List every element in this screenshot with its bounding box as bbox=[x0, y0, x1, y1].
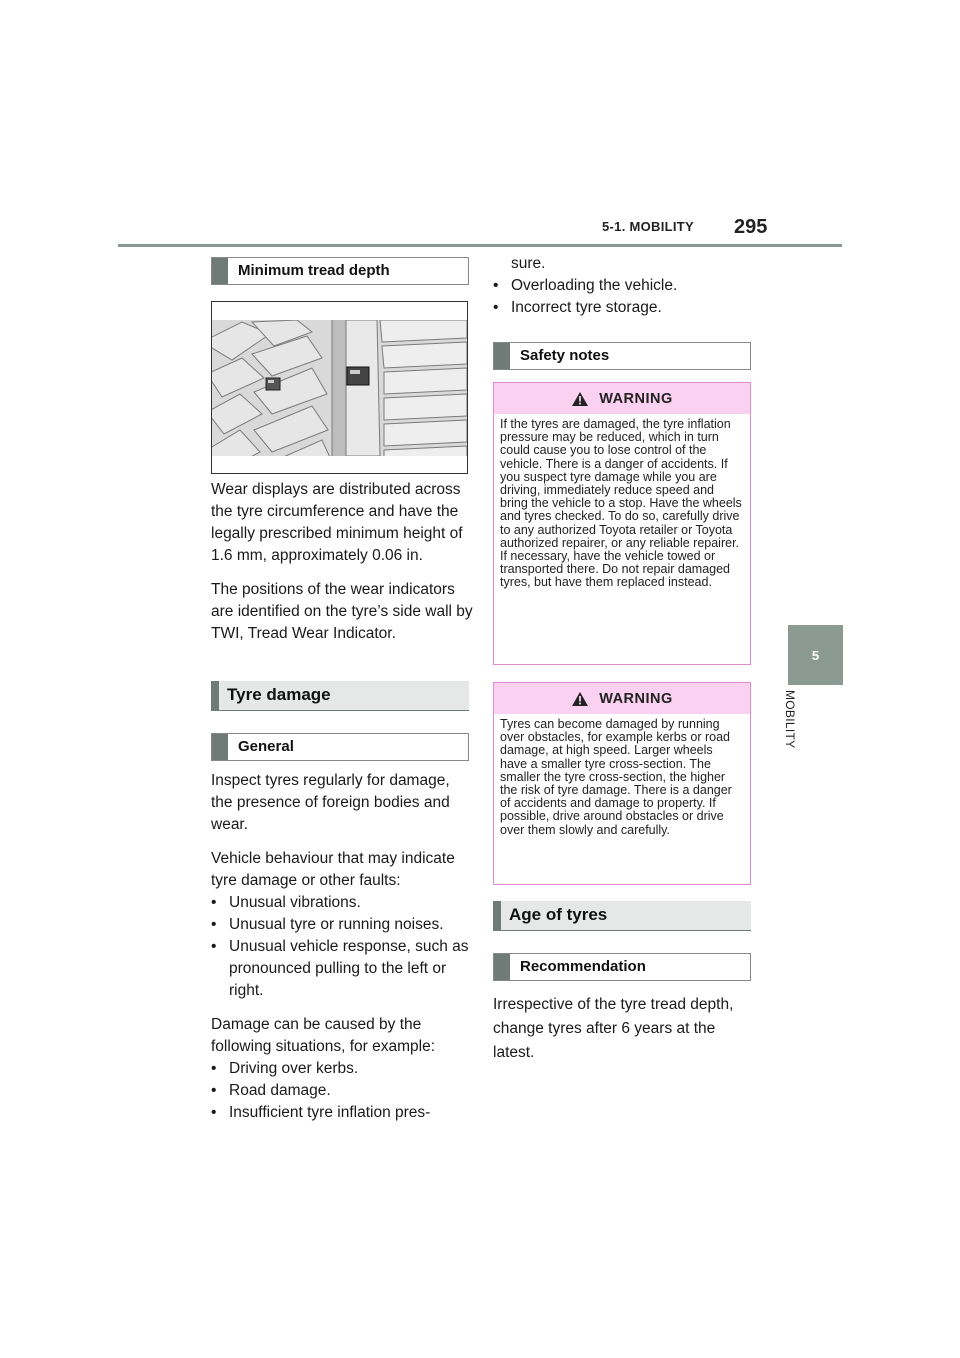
continued-text: sure. bbox=[511, 255, 546, 272]
header-divider bbox=[118, 244, 842, 247]
chapter-label: MOBILITY bbox=[783, 690, 797, 749]
tyre-tread-illustration bbox=[212, 302, 467, 473]
paragraph-inspect: Inspect tyres regularly for damage, the presence of foreign bodies and wear. bbox=[211, 772, 450, 833]
warning-header bbox=[494, 383, 750, 414]
heading-tyre-damage: Tyre damage bbox=[211, 681, 469, 711]
page-number: 295 bbox=[734, 216, 768, 238]
chapter-number: 5 bbox=[811, 647, 820, 663]
warning-box-1 bbox=[493, 382, 751, 665]
right-column-text bbox=[493, 993, 755, 1077]
paragraph-behaviour: Vehicle behaviour that may indicate tyre damage or other faults: bbox=[211, 850, 455, 889]
list-item: • Unusual vibrations. bbox=[211, 894, 361, 911]
warning-triangle-icon bbox=[571, 391, 589, 407]
list-item: • Insufficient tyre inflation pres- bbox=[211, 1104, 431, 1121]
left-column-text bbox=[211, 479, 473, 657]
list-item: • Unusual tyre or running noises. bbox=[211, 916, 444, 933]
list-item: • Incorrect tyre storage. bbox=[493, 299, 662, 316]
bullet-list-continued bbox=[493, 275, 755, 319]
warning-title: WARNING bbox=[599, 390, 673, 407]
paragraph-wear-positions: The positions of the wear indicators are identified on the tyre’s side wall by TWI, Tread Wear Indicator. bbox=[211, 581, 473, 642]
list-item: • Driving over kerbs. bbox=[211, 1060, 359, 1077]
paragraph-recommendation: Irrespective of the tyre tread depth, change tyres after 6 years at the latest. bbox=[493, 996, 734, 1061]
warning-text: Tyres can become damaged by running over obstacles, for example kerbs or road damage, at high speed. Larger wheels have a smaller tyre cross-section. The smaller the tyre cross-section, the higher the risk of tyre damage. There is a danger of accidents and damage to property. If possible, drive around obstacles or drive over them slowly and carefully. bbox=[500, 717, 732, 837]
warning-text: If the tyres are damaged, the tyre inflation pressure may be reduced, which in turn could cause you to lose control of the vehicle. There is a danger of accidents. If you suspect tyre damage while you are driving, immediately reduce speed and bring the vehicle to a stop. Have the wheels and tyres checked. To do so, carefully drive to any authorized Toyota retailer or Toyota authorized repairer, or any reliable repairer. If necessary, have the vehicle towed or transported there. Do not repair damaged tyres, but have them replaced instead. bbox=[500, 417, 742, 590]
bullet-list-behaviour bbox=[211, 892, 473, 1002]
warning-header bbox=[494, 683, 750, 714]
warning-box-2 bbox=[493, 682, 751, 885]
subheading-recommendation: Recommendation bbox=[493, 953, 751, 981]
subheading-bar bbox=[212, 258, 228, 284]
tread-wear-figure bbox=[211, 301, 468, 474]
warning-triangle-icon bbox=[571, 691, 589, 707]
paragraph-wear-displays: Wear displays are distributed across the tyre circumference and have the legally prescribed minimum height of 1.6 mm, approximately 0.06 in. bbox=[211, 481, 463, 564]
chapter-tab[interactable] bbox=[788, 625, 843, 685]
subheading-general: General bbox=[211, 733, 469, 761]
bullet-list-damage bbox=[211, 1058, 473, 1124]
heading-age-of-tyres: Age of tyres bbox=[493, 901, 751, 931]
paragraph-damage-causes: Damage can be caused by the following situations, for example: bbox=[211, 1016, 436, 1055]
subheading-safety-notes: Safety notes bbox=[493, 342, 751, 370]
list-item: • Road damage. bbox=[211, 1082, 331, 1099]
warning-title: WARNING bbox=[599, 690, 673, 707]
subheading-minimum-tread-depth: Minimum tread depth bbox=[211, 257, 469, 285]
section-title: 5-1. MOBILITY bbox=[602, 219, 695, 234]
list-item: • Unusual vehicle response, such as pronounced pulling to the left or right. bbox=[211, 938, 469, 999]
list-item: • Overloading the vehicle. bbox=[493, 277, 678, 294]
right-column-continued bbox=[493, 253, 755, 319]
left-column-text-2 bbox=[211, 770, 473, 1124]
